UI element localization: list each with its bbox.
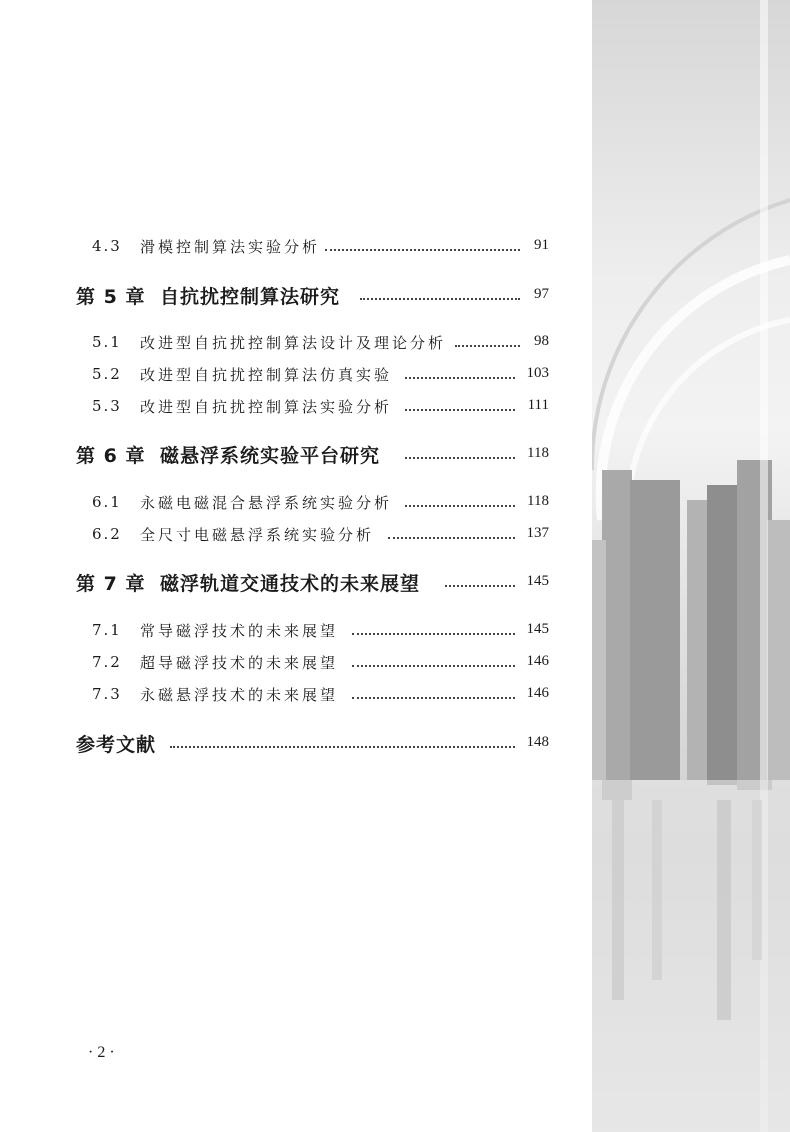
section-number: 5.1 xyxy=(92,333,122,351)
page-number: 91 xyxy=(534,237,549,253)
section-title: 永磁悬浮技术的未来展望 xyxy=(140,686,339,704)
toc-entry-5-2[interactable] xyxy=(0,361,549,391)
dot-leader xyxy=(352,665,515,667)
section-title: 永磁电磁混合悬浮系统实验分析 xyxy=(140,494,393,512)
toc-entry-7-2[interactable] xyxy=(0,649,549,679)
section-number: 6.1 xyxy=(92,493,122,511)
toc-entry-7-3[interactable] xyxy=(0,681,549,711)
section-title: 滑模控制算法实验分析 xyxy=(140,238,321,256)
toc-chapter-7[interactable] xyxy=(0,569,549,599)
page-number: 118 xyxy=(527,445,549,461)
section-title: 超导磁浮技术的未来展望 xyxy=(140,654,339,672)
toc-entry-7-1[interactable] xyxy=(0,617,549,647)
dot-leader xyxy=(352,633,515,635)
page-number: 97 xyxy=(534,286,549,302)
chapter-title: 磁悬浮系统实验平台研究 xyxy=(160,445,381,467)
section-number: 7.2 xyxy=(92,653,122,671)
toc-entry-5-3[interactable] xyxy=(0,393,549,423)
page-number: 148 xyxy=(526,734,549,750)
dot-leader xyxy=(405,457,515,459)
dot-leader xyxy=(352,697,515,699)
decorative-city-panel xyxy=(592,0,790,1132)
dot-leader xyxy=(405,505,515,507)
toc-entry-6-1[interactable] xyxy=(0,489,549,519)
dot-leader xyxy=(405,377,515,379)
chapter-number: 第 7 章 xyxy=(76,573,146,595)
page-number: 145 xyxy=(526,573,549,589)
dot-leader xyxy=(325,249,520,251)
page-number: 146 xyxy=(526,653,549,669)
toc-references[interactable] xyxy=(0,730,549,760)
section-number: 5.3 xyxy=(92,397,122,415)
section-number: 5.2 xyxy=(92,365,122,383)
page-number: 137 xyxy=(526,525,549,541)
section-number: 7.1 xyxy=(92,621,122,639)
footer-page-number: · 2 · xyxy=(88,1044,115,1061)
dot-leader xyxy=(388,537,515,539)
dot-leader xyxy=(360,298,520,300)
page-number: 103 xyxy=(526,365,549,381)
section-title: 改进型自抗扰控制算法实验分析 xyxy=(140,398,393,416)
section-number: 4.3 xyxy=(92,237,122,255)
city-skyline-graphic xyxy=(592,0,790,1132)
toc-chapter-6[interactable] xyxy=(0,441,549,471)
page-number: 146 xyxy=(526,685,549,701)
section-title: 改进型自抗扰控制算法仿真实验 xyxy=(140,366,393,384)
dot-leader xyxy=(455,345,520,347)
chapter-title: 磁浮轨道交通技术的未来展望 xyxy=(160,573,421,595)
chapter-number: 第 6 章 xyxy=(76,445,146,467)
dot-leader xyxy=(405,409,515,411)
section-title: 改进型自抗扰控制算法设计及理论分析 xyxy=(140,334,447,352)
toc-entry-4-3[interactable] xyxy=(0,233,549,263)
dot-leader xyxy=(170,746,515,748)
chapter-title: 自抗扰控制算法研究 xyxy=(160,286,341,308)
dot-leader xyxy=(445,585,515,587)
chapter-number: 第 5 章 xyxy=(76,286,146,308)
toc-entry-5-1[interactable] xyxy=(0,329,549,359)
section-title: 常导磁浮技术的未来展望 xyxy=(140,622,339,640)
toc-entry-6-2[interactable] xyxy=(0,521,549,551)
page-number: 118 xyxy=(527,493,549,509)
page-number: 145 xyxy=(526,621,549,637)
page-number: 111 xyxy=(527,397,549,413)
page-number: 98 xyxy=(534,333,549,349)
references-title: 参考文献 xyxy=(76,734,157,756)
section-title: 全尺寸电磁悬浮系统实验分析 xyxy=(140,526,375,544)
toc-chapter-5[interactable] xyxy=(0,282,549,312)
section-number: 6.2 xyxy=(92,525,122,543)
section-number: 7.3 xyxy=(92,685,122,703)
